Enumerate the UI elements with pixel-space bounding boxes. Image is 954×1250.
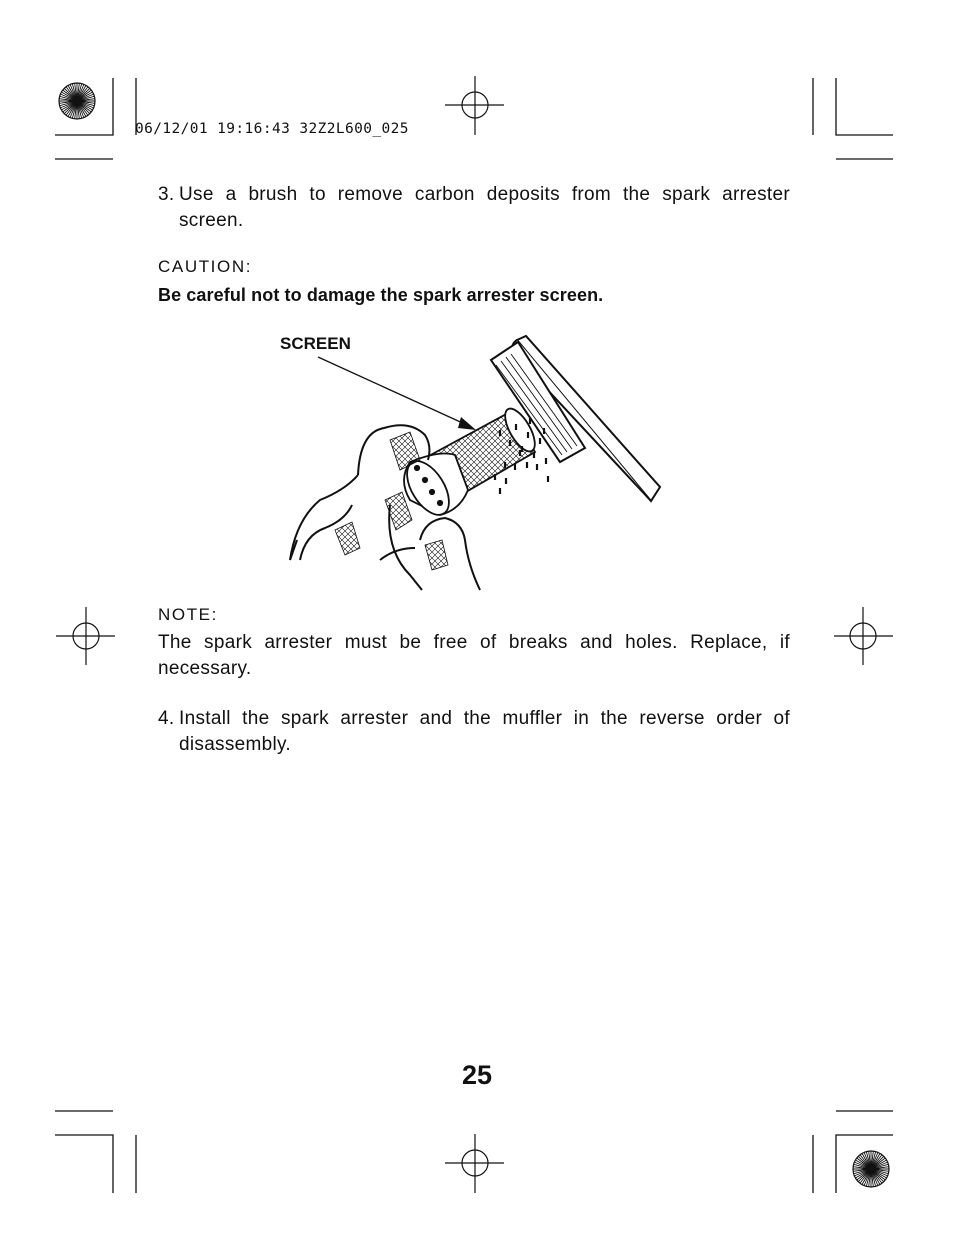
- print-timestamp: 06/12/01 19:16:43 32Z2L600_025: [135, 121, 409, 137]
- note-label: NOTE: [158, 605, 212, 624]
- note-heading: [158, 605, 218, 625]
- note-text: The spark arrester must be free of breaks and holes. Replace, if necessary.: [158, 632, 790, 679]
- callout-leader-arrow: [318, 357, 476, 430]
- step-4: [158, 706, 790, 758]
- caution-text: Be careful not to damage the spark arrester screen.: [158, 285, 604, 305]
- step-4-number: 4.: [158, 708, 175, 729]
- step-3-number: 3.: [158, 184, 175, 205]
- figure-callout-screen: SCREEN: [280, 334, 351, 353]
- caution-label: CAUTION: [158, 257, 246, 276]
- note-colon: :: [211, 605, 218, 624]
- page-number: 25: [461, 1060, 493, 1090]
- step-3-text: Use a brush to remove carbon deposits from the spark arrester screen.: [179, 184, 790, 231]
- step-4-text: Install the spark arrester and the muffler in the reverse order of disassembly.: [179, 708, 790, 755]
- spark-arrester-screen-drawing: [399, 404, 541, 522]
- caution-colon: :: [245, 257, 253, 276]
